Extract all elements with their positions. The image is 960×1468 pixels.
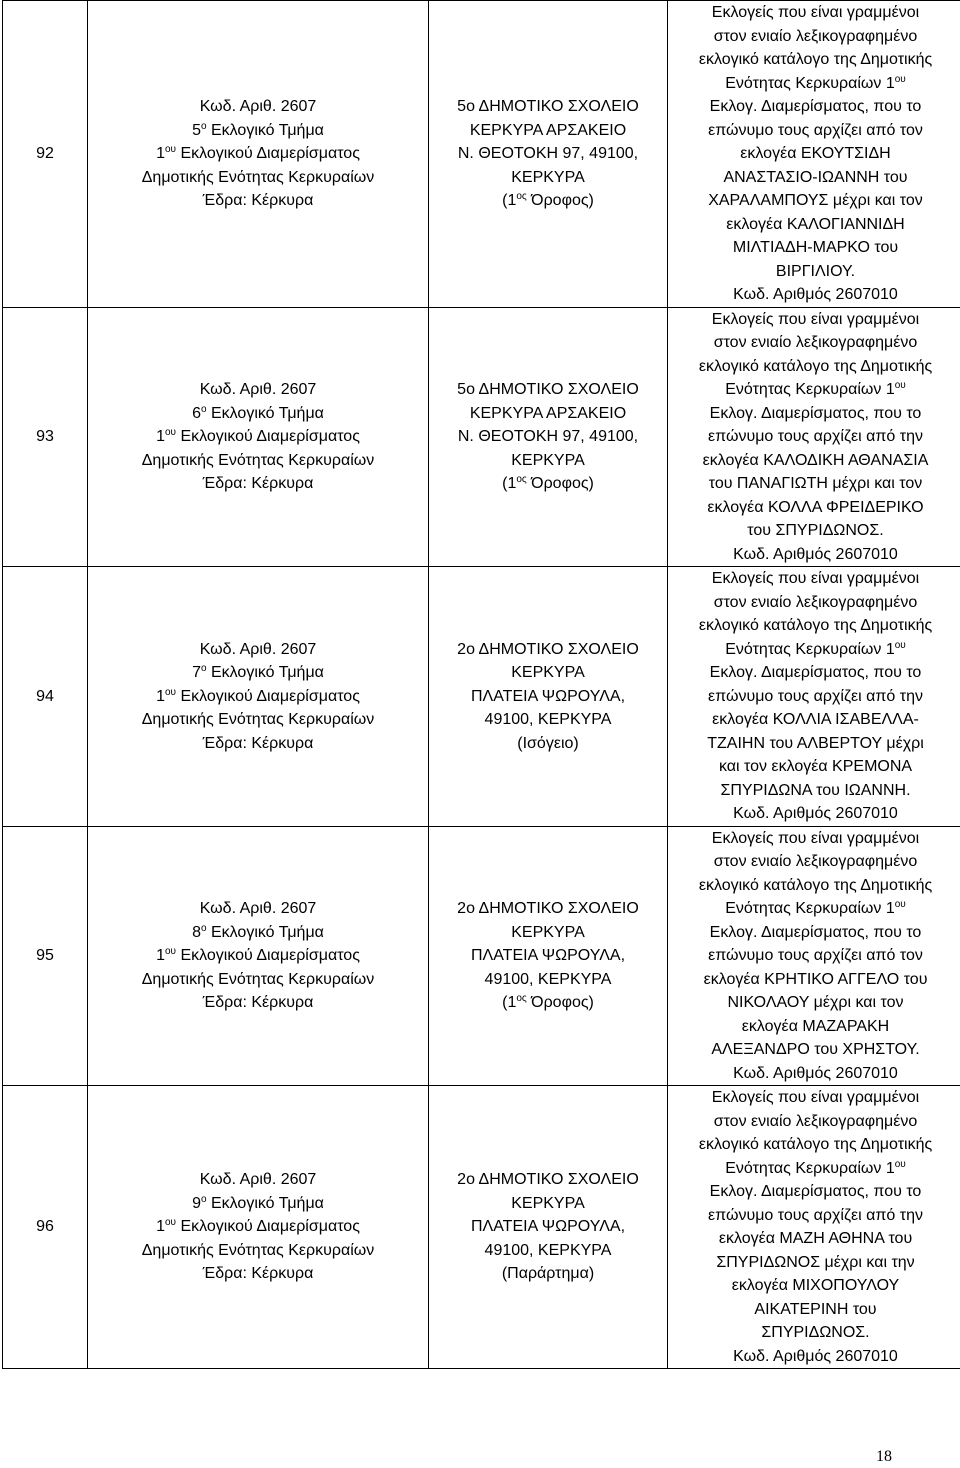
voters-line: Ενότητας Κερκυραίων $1^{o\upsilon}$: [725, 639, 906, 658]
district-title: $1^{o\upsilon}$ Εκλογικού Διαμερίσματος: [156, 1217, 360, 1236]
location-line: 5ο ΔΗΜΟΤΙΚΟ ΣΧΟΛΕΙΟ: [457, 381, 639, 398]
voters-line: στον ενιαίο λεξικογραφημένο: [713, 853, 918, 870]
voters-line: ΧΑΡΑΛΑΜΠΟΥΣ μέχρι και τον: [708, 192, 923, 209]
voters-line: Εκλογείς που είναι γραμμένοι: [711, 570, 920, 587]
row-number: 96: [3, 1086, 88, 1369]
table-row: [3, 1, 960, 308]
district-title: $1^{o\upsilon}$ Εκλογικού Διαμερίσματος: [156, 946, 360, 964]
location-line: ΚΕΡΚΥΡΑ: [511, 923, 585, 941]
table-row: [3, 826, 960, 1086]
location-line: ΚΕΡΚΥΡΑ: [511, 168, 585, 186]
voters-line: Ενότητας Κερκυραίων $1^{o\upsilon}$: [725, 899, 906, 917]
voters-line: ΣΠΥΡΙΔΩΝΟΣ μέχρι και την: [716, 1253, 915, 1271]
voters-line: εκλογέα ΚΑΛΟΔΙΚΗ ΑΘΑΝΑΣΙΑ: [702, 451, 929, 469]
voters-line: ΒΙΡΓΙΛΙΟΥ.: [775, 262, 856, 280]
voters-line: και τον εκλογέα ΚΡΕΜΟΝΑ: [718, 758, 913, 775]
voters-line: επώνυμο τους αρχίζει από την: [708, 687, 923, 705]
section-cell: [88, 826, 429, 1086]
polling-stations-table: [2, 0, 960, 1369]
location-line: ΚΕΡΚΥΡΑ: [511, 664, 585, 681]
voters-line: Εκλογ. Διαμερίσματος, που το: [709, 1183, 922, 1200]
voters-line: Εκλογείς που είναι γραμμένοι: [711, 4, 920, 21]
location-line: 49100, ΚΕΡΚΥΡΑ: [484, 711, 612, 728]
voters-line: Εκλογ. Διαμερίσματος, που το: [709, 404, 922, 422]
municipal-unit: Δημοτικής Ενότητας Κερκυραίων: [141, 711, 375, 728]
voters-line: Ενότητας Κερκυραίων $1^{o\upsilon}$: [725, 1158, 906, 1177]
voters-cell: [668, 307, 960, 567]
voters-line: εκλογέα ΕΚΟΥΤΣΙΔΗ: [740, 145, 891, 162]
voters-line: ΑΙΚΑΤΕΡΙΝΗ του: [754, 1300, 877, 1318]
voters-cell: [668, 567, 960, 827]
location-line: ΠΛΑΤΕΙΑ ΨΩΡΟΥΛΑ,: [470, 687, 626, 705]
section-code: Κωδ. Αριθ. 2607: [199, 381, 317, 398]
location-cell: [429, 567, 668, 827]
location-line: 5ο ΔΗΜΟΤΙΚΟ ΣΧΟΛΕΙΟ: [457, 98, 639, 115]
voters-cell: [668, 1, 960, 308]
voters-line: ΑΛΕΞΑΝΔΡΟ του ΧΡΗΣΤΟΥ.: [711, 1041, 920, 1058]
location-floor: (Παράρτημα): [501, 1265, 595, 1283]
voters-line: ΑΝΑΣΤΑΣΙΟ-ΙΩΑΝΝΗ του: [723, 168, 908, 186]
location-line: Ν. ΘΕΟΤΟΚΗ 97, 49100,: [457, 145, 639, 162]
seat: Έδρα: Κέρκυρα: [202, 994, 314, 1011]
section-cell: [88, 307, 429, 567]
district-title: $1^{o\upsilon}$ Εκλογικού Διαμερίσματος: [156, 144, 360, 162]
voters-line: Εκλογείς που είναι γραμμένοι: [711, 310, 920, 328]
table-row: [3, 567, 960, 827]
voters-line: εκλογικό κατάλογο της Δημοτικής: [698, 617, 933, 634]
voters-line: ΜΙΛΤΙΑΔΗ-ΜΑΡΚΟ του: [732, 239, 899, 256]
voters-code: Κωδ. Αριθμός 2607010: [733, 286, 898, 303]
seat: Έδρα: Κέρκυρα: [202, 734, 314, 752]
location-cell: [429, 1086, 668, 1369]
voters-line: Εκλογ. Διαμερίσματος, που το: [709, 98, 922, 115]
voters-line: επώνυμο τους αρχίζει από την: [708, 428, 923, 445]
voters-line: στον ενιαίο λεξικογραφημένο: [713, 593, 918, 611]
voters-code: Κωδ. Αριθμός 2607010: [733, 805, 898, 822]
location-line: 2ο ΔΗΜΟΤΙΚΟ ΣΧΟΛΕΙΟ: [457, 1171, 639, 1189]
voters-line: εκλογικό κατάλογο της Δημοτικής: [698, 51, 933, 68]
location-floor: ($1^{o\varsigma}$ Όροφος): [502, 474, 594, 492]
municipal-unit: Δημοτικής Ενότητας Κερκυραίων: [141, 1241, 375, 1259]
location-line: ΠΛΑΤΕΙΑ ΨΩΡΟΥΛΑ,: [470, 1218, 626, 1236]
voters-line: στον ενιαίο λεξικογραφημένο: [713, 1112, 918, 1130]
section-title: $7^o$ Εκλογικό Τμήμα: [192, 663, 324, 681]
location-line: Ν. ΘΕΟΤΟΚΗ 97, 49100,: [457, 428, 639, 445]
location-line: ΚΕΡΚΥΡΑ: [511, 451, 585, 469]
section-title: $6^o$ Εκλογικό Τμήμα: [192, 403, 324, 422]
voters-line: επώνυμο τους αρχίζει από τον: [708, 947, 923, 964]
voters-line: επώνυμο τους αρχίζει από τον: [708, 121, 923, 139]
seat: Έδρα: Κέρκυρα: [202, 1265, 314, 1283]
section-title: $8^o$ Εκλογικό Τμήμα: [192, 922, 324, 941]
voters-line: ΣΠΥΡΙΔΩΝΑ του ΙΩΑΝΝΗ.: [720, 781, 911, 799]
section-cell: [88, 567, 429, 827]
location-line: 2ο ΔΗΜΟΤΙΚΟ ΣΧΟΛΕΙΟ: [457, 900, 639, 917]
voters-line: ΝΙΚΟΛΑΟΥ μέχρι και τον: [727, 994, 904, 1011]
voters-line: Εκλογείς που είναι γραμμένοι: [711, 1089, 920, 1106]
seat: Έδρα: Κέρκυρα: [202, 192, 314, 209]
district-title: $1^{o\upsilon}$ Εκλογικού Διαμερίσματος: [156, 427, 360, 445]
voters-line: Εκλογείς που είναι γραμμένοι: [711, 829, 920, 847]
municipal-unit: Δημοτικής Ενότητας Κερκυραίων: [141, 970, 375, 988]
location-line: 2ο ΔΗΜΟΤΙΚΟ ΣΧΟΛΕΙΟ: [457, 640, 639, 658]
row-number: 93: [3, 307, 88, 567]
voters-line: ΣΠΥΡΙΔΩΝΟΣ.: [761, 1324, 870, 1341]
location-line: 49100, ΚΕΡΚΥΡΑ: [484, 970, 612, 988]
section-code: Κωδ. Αριθ. 2607: [199, 900, 317, 917]
voters-line: στον ενιαίο λεξικογραφημένο: [713, 334, 918, 351]
voters-line: εκλογικό κατάλογο της Δημοτικής: [698, 876, 933, 894]
section-code: Κωδ. Αριθ. 2607: [199, 98, 317, 115]
voters-cell: [668, 1086, 960, 1369]
section-cell: [88, 1, 429, 308]
row-number: 95: [3, 826, 88, 1086]
location-line: ΠΛΑΤΕΙΑ ΨΩΡΟΥΛΑ,: [470, 947, 626, 964]
voters-line: εκλογέα ΜΙΧΟΠΟΥΛΟΥ: [731, 1277, 900, 1294]
municipal-unit: Δημοτικής Ενότητας Κερκυραίων: [141, 168, 375, 186]
location-floor: ($1^{o\varsigma}$ Όροφος): [502, 993, 594, 1011]
page-number: 18: [876, 1448, 892, 1465]
voters-code: Κωδ. Αριθμός 2607010: [733, 545, 898, 563]
section-code: Κωδ. Αριθ. 2607: [199, 1171, 317, 1189]
row-number: 94: [3, 567, 88, 827]
location-floor: (Ισόγειο): [517, 734, 579, 752]
location-cell: [429, 826, 668, 1086]
table-row: [3, 307, 960, 567]
voters-line: εκλογέα ΚΑΛΟΓΙΑΝΝΙΔΗ: [726, 215, 905, 233]
location-cell: [429, 307, 668, 567]
location-line: ΚΕΡΚΥΡΑ: [511, 1194, 585, 1212]
location-floor: ($1^{o\varsigma}$ Όροφος): [502, 191, 594, 209]
voters-line: Εκλογ. Διαμερίσματος, που το: [709, 923, 922, 941]
voters-line: εκλογέα ΚΟΛΛΙΑ ΙΣΑΒΕΛΛΑ-: [712, 711, 919, 728]
section-title: $5^o$ Εκλογικό Τμήμα: [192, 120, 324, 139]
location-line: ΚΕΡΚΥΡΑ ΑΡΣΑΚΕΙΟ: [469, 404, 627, 422]
section-title: $9^o$ Εκλογικό Τμήμα: [192, 1193, 324, 1212]
voters-line: εκλογέα ΚΡΗΤΙΚΟ ΑΓΓΕΛΟ του: [703, 970, 928, 988]
voters-line: επώνυμο τους αρχίζει από την: [708, 1206, 923, 1224]
location-line: 49100, ΚΕΡΚΥΡΑ: [484, 1241, 612, 1259]
section-cell: [88, 1086, 429, 1369]
voters-line: εκλογικό κατάλογο της Δημοτικής: [698, 357, 933, 375]
seat: Έδρα: Κέρκυρα: [202, 475, 314, 492]
section-code: Κωδ. Αριθ. 2607: [199, 640, 317, 658]
voters-line: Ενότητας Κερκυραίων $1^{o\upsilon}$: [725, 380, 906, 398]
voters-code: Κωδ. Αριθμός 2607010: [733, 1347, 898, 1365]
location-line: ΚΕΡΚΥΡΑ ΑΡΣΑΚΕΙΟ: [469, 121, 627, 139]
voters-line: ΤΖΑΙΗΝ του ΑΛΒΕΡΤΟΥ μέχρι: [707, 734, 924, 752]
voters-line: του ΠΑΝΑΓΙΩΤΗ μέχρι και τον: [708, 475, 923, 492]
district-title: $1^{o\upsilon}$ Εκλογικού Διαμερίσματος: [156, 686, 360, 705]
voters-line: στον ενιαίο λεξικογραφημένο: [713, 27, 918, 45]
table-row: [3, 1086, 960, 1369]
voters-line: εκλογέα ΜΑΖΗ ΑΘΗΝΑ του: [718, 1230, 913, 1247]
voters-cell: [668, 826, 960, 1086]
voters-code: Κωδ. Αριθμός 2607010: [733, 1064, 898, 1082]
voters-line: εκλογέα ΚΟΛΛΑ ΦΡΕΙΔΕΡΙΚΟ: [707, 498, 924, 516]
municipal-unit: Δημοτικής Ενότητας Κερκυραίων: [141, 451, 375, 469]
voters-line: του ΣΠΥΡΙΔΩΝΟΣ.: [747, 522, 884, 539]
location-cell: [429, 1, 668, 308]
row-number: 92: [3, 1, 88, 308]
voters-line: εκλογέα ΜΑΖΑΡΑΚΗ: [741, 1017, 890, 1035]
voters-line: Ενότητας Κερκυραίων $1^{o\upsilon}$: [725, 73, 906, 92]
voters-line: εκλογικό κατάλογο της Δημοτικής: [698, 1136, 933, 1153]
voters-line: Εκλογ. Διαμερίσματος, που το: [709, 664, 922, 681]
